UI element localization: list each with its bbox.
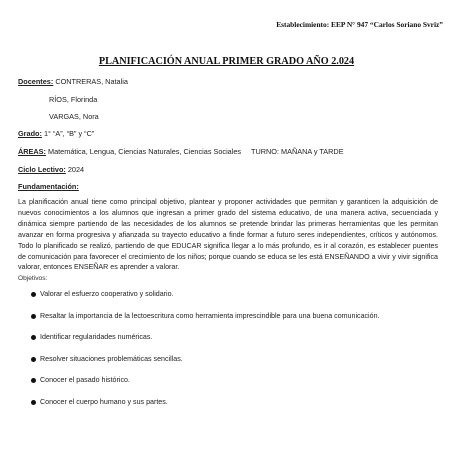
- fundamentacion-heading: [18, 182, 79, 191]
- objetivo-text: Valorar el esfuerzo cooperativo y solidario.: [40, 290, 174, 298]
- objetivos-label: Objetivos:: [18, 275, 48, 282]
- ciclo-value: 2024: [67, 165, 85, 174]
- objetivo-text: Resaltar la importancia de la lectoescritura como herramienta imprescindible para una buena comunicación.: [40, 311, 380, 320]
- docentes-label: Docentes:: [18, 77, 54, 86]
- bullet-icon: [31, 292, 36, 297]
- docente-name: RÍOS, Florinda: [49, 95, 98, 104]
- objetivo-text: Conocer el cuerpo humano y sus partes.: [40, 397, 168, 406]
- objetivo-text: Conocer el pasado histórico.: [40, 376, 130, 385]
- objetivos-list: [31, 290, 380, 420]
- grado-label: Grado:: [18, 129, 42, 138]
- docentes-row: [18, 77, 128, 86]
- fundamentacion-label: Fundamentación:: [18, 182, 79, 191]
- page-title: PLANIFICACIÓN ANUAL PRIMER GRADO AÑO 2.024: [98, 56, 355, 67]
- list-item: [31, 398, 380, 420]
- bullet-icon: [31, 335, 36, 340]
- bullet-icon: [31, 378, 36, 383]
- bullet-icon: [31, 314, 36, 319]
- areas-label: ÁREAS:: [18, 147, 46, 156]
- list-item: [31, 312, 380, 334]
- ciclo-label: Ciclo Lectivo:: [18, 165, 66, 174]
- grado-value: 1° “A”, “B” y “C”: [43, 129, 95, 138]
- docente-name: VARGAS, Nora: [49, 112, 99, 121]
- list-item: [31, 376, 380, 398]
- areas-row: [18, 147, 241, 156]
- bullet-icon: [31, 400, 36, 405]
- list-item: [31, 333, 380, 355]
- grado-row: [18, 129, 94, 138]
- objetivo-text: Identificar regularidades numéricas.: [40, 333, 153, 342]
- fundamentacion-text: La planificación anual tiene como principal objetivo, plantear y proponer actividades que permitan y garanticen la adquisición de nuevos conocimientos a los alumnos que ingresan a primer grado del sistema educativo, de una manera activa, secuenciada y dinámica siempre partiendo de las necesidades de los alumnos se pretende brindar las primeras herramientas que les permitan avanzar en forma progresiva y afianzada su trayecto educativo a finde formar a futuro seres independientes, críticos y autónomos. Todo lo planificado se realizó, partiendo de que EDUCAR significa llegar a lo más profundo, es ir al corazón, es establecer puentes de comunicación para favorecer el crecimiento de los niños; porque cuando se educa se les está ENSEÑANDO a vivir y vivir significa valorar, entonces ENSEÑAR es aprender a valorar.: [18, 198, 438, 272]
- establishment-header: Establecimiento: EEP N° 947 “Carlos Soriano Svriz”: [276, 20, 443, 29]
- objetivo-text: Resolver situaciones problemáticas sencillas.: [40, 354, 183, 363]
- bullet-icon: [31, 357, 36, 362]
- turno-value: TURNO: MAÑANA y TARDE: [251, 147, 344, 156]
- docente-name: CONTRERAS, Natalia: [55, 77, 128, 86]
- list-item: [31, 355, 380, 377]
- ciclo-row: [18, 165, 84, 174]
- list-item: [31, 290, 380, 312]
- areas-value: Matemática, Lengua, Ciencias Naturales, Ciencias Sociales: [48, 147, 242, 156]
